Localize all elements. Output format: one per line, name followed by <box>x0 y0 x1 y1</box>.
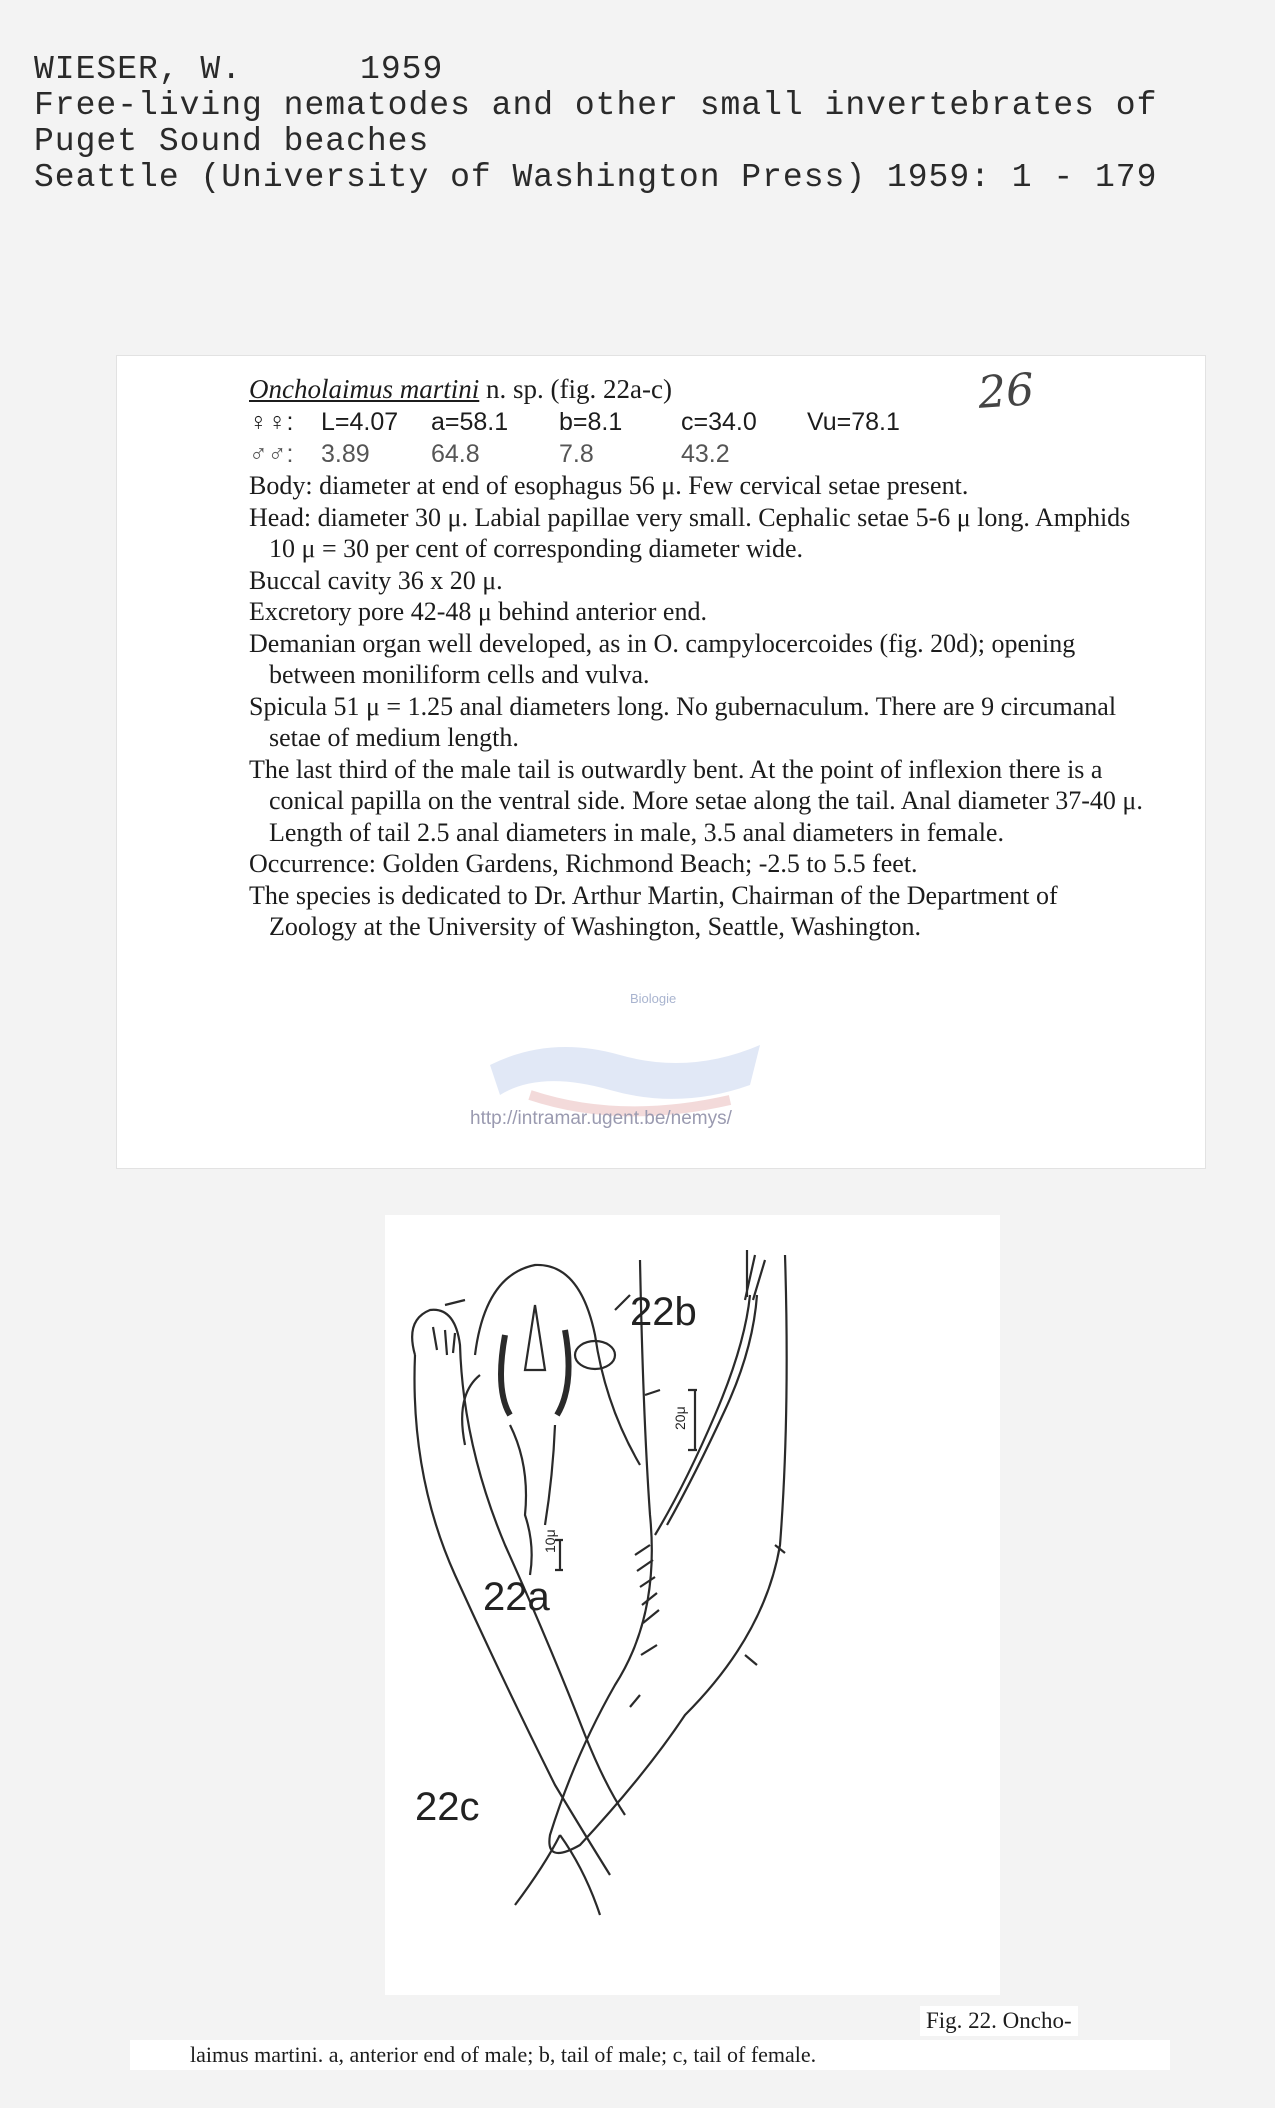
publisher-line: Seattle (University of Washington Press) 1959: 1 - 179 <box>34 159 1158 196</box>
figure-caption-part1: Fig. 22. Oncho- <box>920 2006 1078 2036</box>
author: WIESER, W. <box>34 51 243 88</box>
para-occurrence: Occurrence: Golden Gardens, Richmond Beach; -2.5 to 5.5 feet. <box>249 849 918 878</box>
handwritten-page-number: 26 <box>976 364 1036 419</box>
male-c: 43.2 <box>681 440 730 468</box>
figure-caption-part2: laimus martini. a, anterior end of male; b, tail of male; c, tail of female. <box>130 2040 1170 2070</box>
scale-bar-a-label: 10μ <box>542 1529 558 1553</box>
label-22b: 22b <box>630 1290 697 1334</box>
species-suffix: n. sp. (fig. 22a-c) <box>479 374 672 404</box>
male-measurements <box>249 438 1149 470</box>
species-name: Oncholaimus martini <box>249 374 480 404</box>
female-tail-outline <box>412 1310 625 1815</box>
para-excretory: Excretory pore 42-48 μ behind anterior end. <box>249 597 707 626</box>
year: 1959 <box>360 51 444 88</box>
para-dedication: The species is dedicated to Dr. Arthur Martin, Chairman of the Department of Zoology at the University of Washington, Seattle, Washington. <box>249 880 1058 941</box>
male-b: 7.8 <box>559 440 594 468</box>
female-c: c=34.0 <box>681 408 757 436</box>
para-spicula: Spicula 51 μ = 1.25 anal diameters long. No gubernaculum. There are 9 circumanal setae of medium length. <box>249 691 1117 752</box>
female-label: ♀♀: <box>249 408 294 436</box>
title-line-2: Puget Sound beaches <box>34 123 430 160</box>
female-b: b=8.1 <box>559 408 623 436</box>
para-tail: The last third of the male tail is outwardly bent. At the point of inflexion there is a conical papilla on the ventral side. More setae along the tail. Anal diameter 37-40 μ. Length of tail 2.5 anal diameters in male, 3.5 anal diameters in female. <box>249 754 1143 847</box>
watermark-text: Biologie <box>630 991 677 1006</box>
description-text <box>249 372 1149 943</box>
scale-bar-b-label: 20μ <box>672 1406 688 1430</box>
para-buccal: Buccal cavity 36 x 20 μ. <box>249 565 503 595</box>
label-22c: 22c <box>415 1785 480 1829</box>
male-tail-outline <box>549 1255 786 1853</box>
male-label: ♂♂: <box>249 440 294 468</box>
label-22a: 22a <box>483 1575 550 1619</box>
para-body: Body: diameter at end of esophagus 56 μ. Few cervical setae present. <box>249 471 969 500</box>
para-demanian: Demanian organ well developed, as in O. campylocercoides (fig. 20d); opening between moniliform cells and vulva. <box>249 628 1076 689</box>
female-a: a=58.1 <box>431 408 509 436</box>
title-line-1: Free-living nematodes and other small invertebrates of <box>34 87 1158 124</box>
figure-22 <box>385 1215 1000 1995</box>
citation-header <box>34 52 1157 196</box>
female-L: L=4.07 <box>321 408 399 436</box>
male-L: 3.89 <box>321 440 370 468</box>
para-head: Head: diameter 30 μ. Labial papillae very small. Cephalic setae 5-6 μ long. Amphids 10 μ = 30 per cent of corresponding diameter wide. <box>249 502 1131 563</box>
watermark-url: http://intramar.ugent.be/nemys/ <box>470 1108 732 1129</box>
male-a: 64.8 <box>431 440 480 468</box>
female-vu: Vu=78.1 <box>807 408 900 436</box>
